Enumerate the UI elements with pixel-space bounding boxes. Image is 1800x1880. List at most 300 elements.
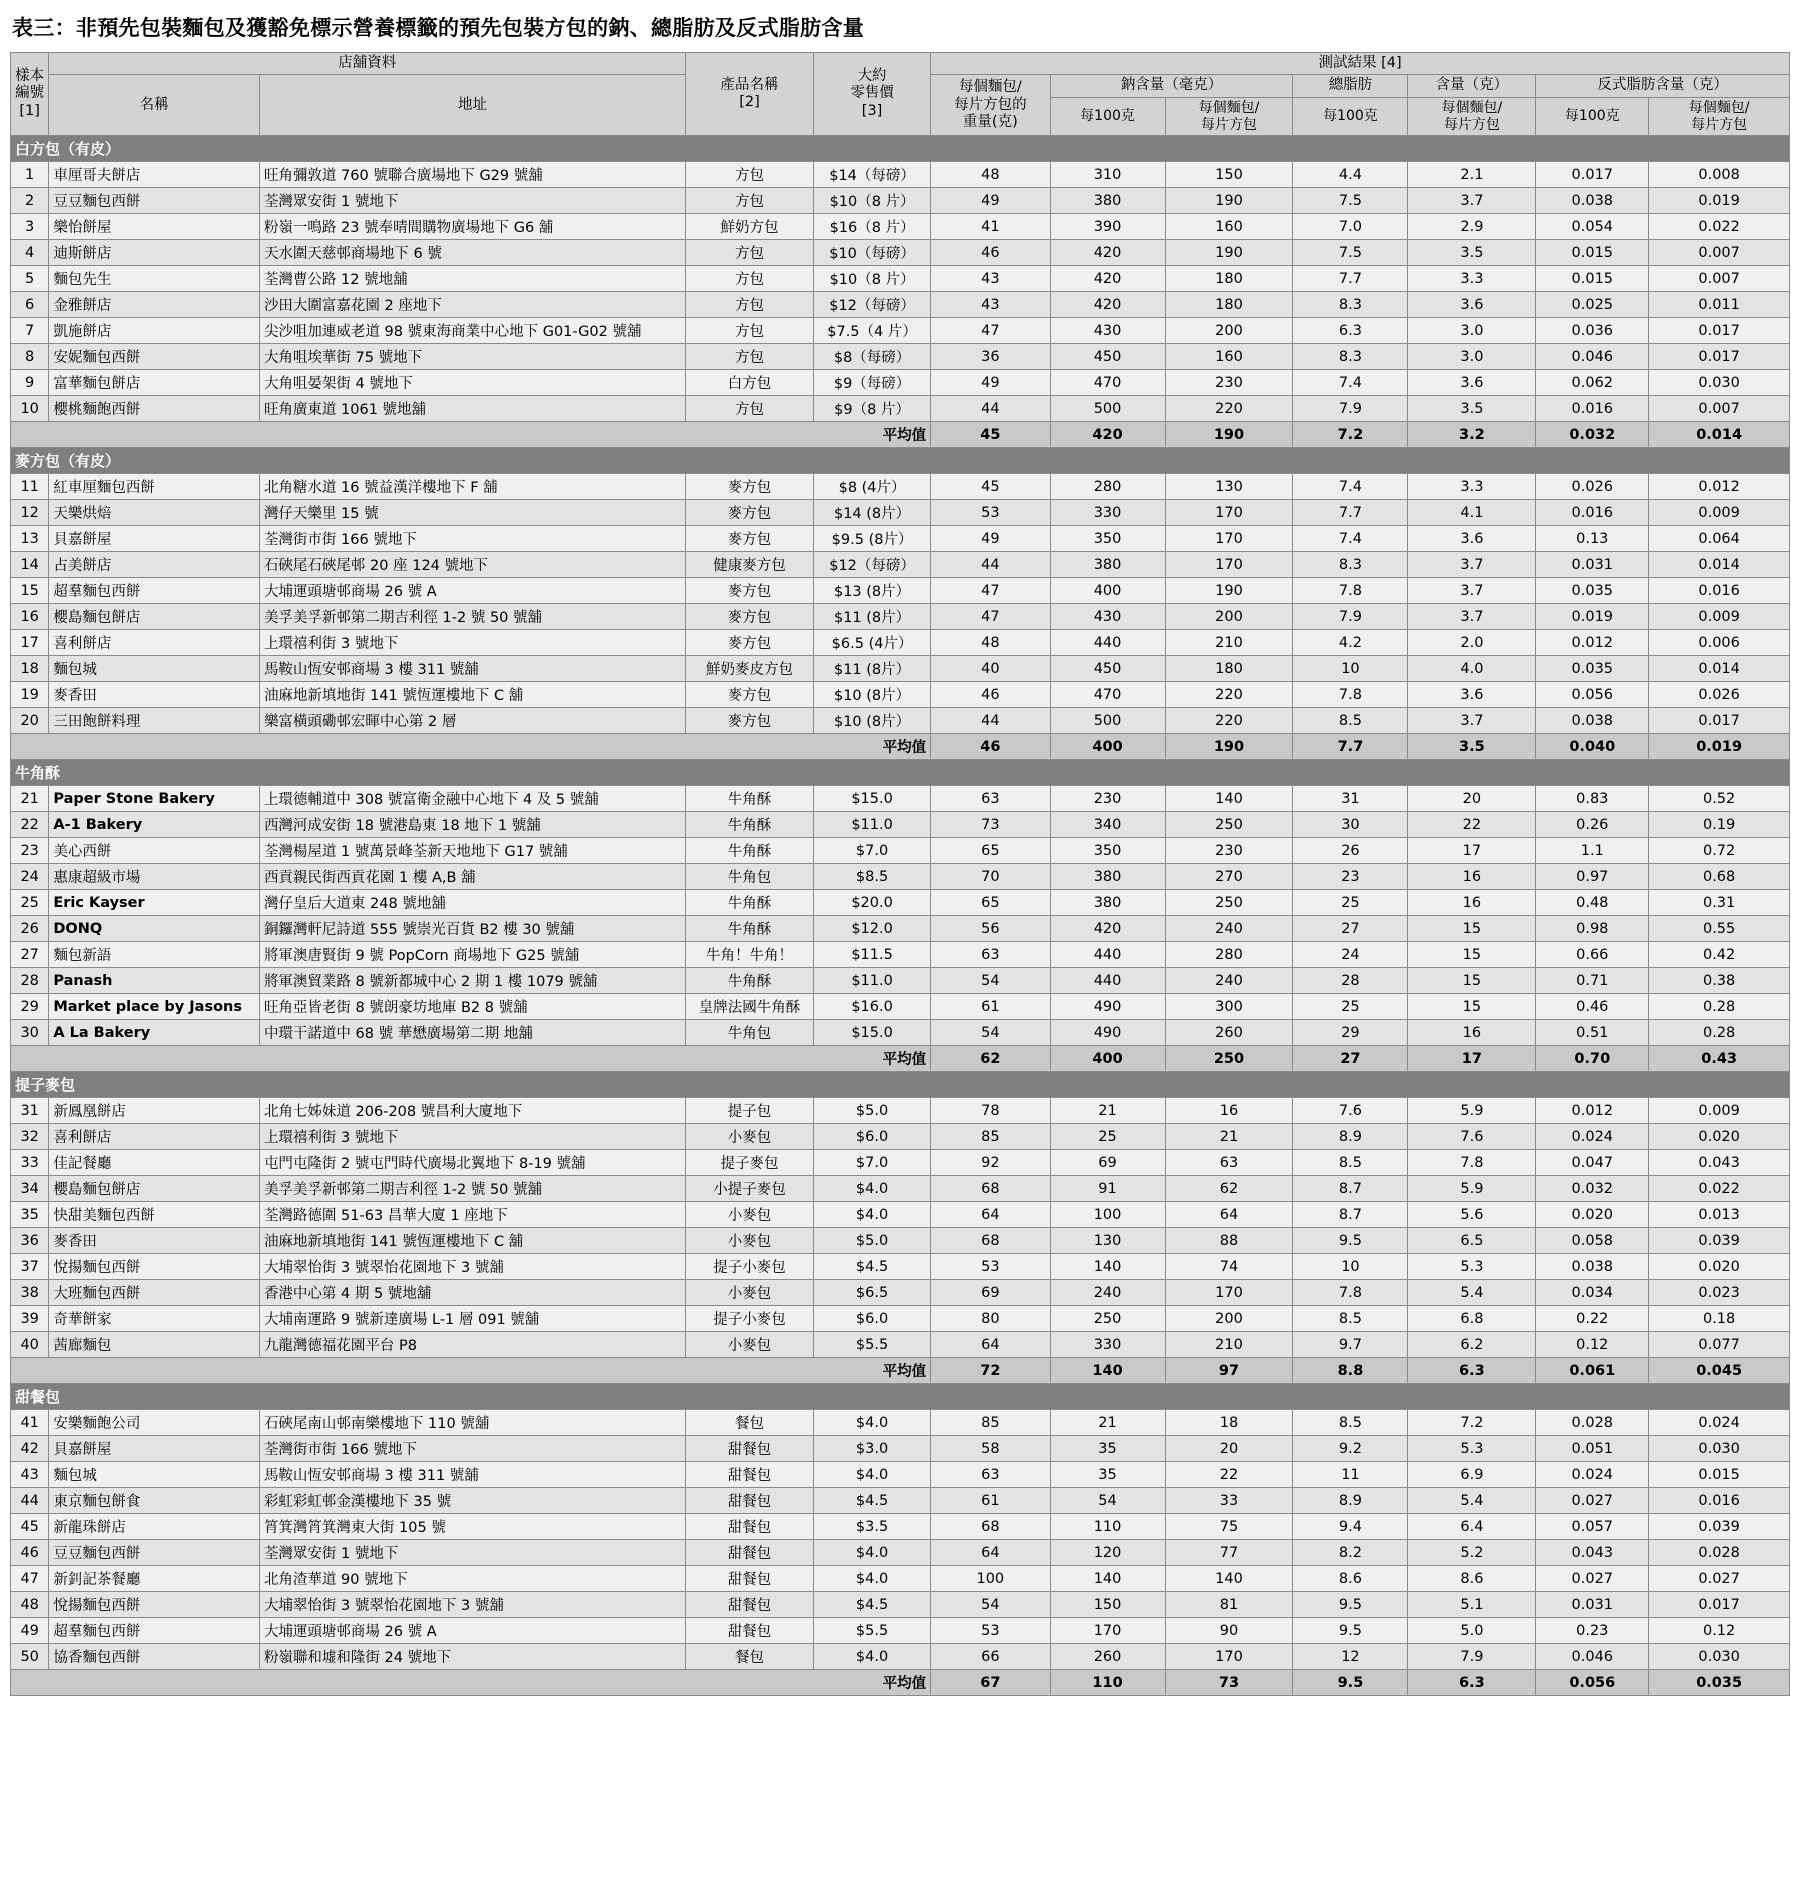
cell-fat-per-piece: 5.4 (1408, 1280, 1536, 1306)
table-row (11, 344, 1790, 370)
cell-sodium-per100g: 470 (1050, 682, 1165, 708)
cell-fat-per100g: 8.3 (1293, 552, 1408, 578)
cell-sodium-per100g: 420 (1050, 266, 1165, 292)
cell-shop-name: 麵包城 (49, 656, 260, 682)
cell-shop-name: 金雅餅店 (49, 292, 260, 318)
cell-sodium-per100g: 390 (1050, 214, 1165, 240)
cell-weight: 63 (931, 786, 1050, 812)
cell-transfat-per-piece: 0.007 (1649, 396, 1790, 422)
cell-sodium-per-piece: 160 (1165, 214, 1293, 240)
header-sample-no-line2: 編號 (15, 85, 45, 102)
cell-sample-no: 21 (11, 786, 49, 812)
cell-sample-no: 2 (11, 188, 49, 214)
cell-shop-name: 快甜美麵包西餅 (49, 1202, 260, 1228)
table-row (11, 890, 1790, 916)
cell-sodium-per100g: 21 (1050, 1098, 1165, 1124)
cell-transfat-per-piece: 0.31 (1649, 890, 1790, 916)
cell-transfat-per100g: 0.015 (1536, 240, 1649, 266)
cell-sodium-per100g: 440 (1050, 630, 1165, 656)
cell-fat-per100g: 11 (1293, 1462, 1408, 1488)
cell-sodium-per-piece: 220 (1165, 396, 1293, 422)
cell-transfat-per-piece: 0.022 (1649, 214, 1790, 240)
cell-sodium-per100g: 380 (1050, 552, 1165, 578)
cell-sample-no: 38 (11, 1280, 49, 1306)
average-fat100: 7.2 (1293, 422, 1408, 448)
cell-transfat-per-piece: 0.019 (1649, 188, 1790, 214)
cell-sodium-per-piece: 250 (1165, 812, 1293, 838)
cell-transfat-per100g: 0.12 (1536, 1332, 1649, 1358)
cell-transfat-per-piece: 0.55 (1649, 916, 1790, 942)
cell-shop-address: 美孚美孚新邨第二期吉利徑 1-2 號 50 號舖 (259, 604, 685, 630)
cell-fat-per-piece: 6.9 (1408, 1462, 1536, 1488)
cell-transfat-per100g: 0.46 (1536, 994, 1649, 1020)
cell-sodium-per100g: 330 (1050, 1332, 1165, 1358)
cell-transfat-per-piece: 0.12 (1649, 1618, 1790, 1644)
cell-fat-per-piece: 5.6 (1408, 1202, 1536, 1228)
cell-shop-name: 凱施餅店 (49, 318, 260, 344)
cell-sodium-per100g: 100 (1050, 1202, 1165, 1228)
table-row (11, 786, 1790, 812)
cell-shop-address: 荃灣路德圍 51-63 昌華大廈 1 座地下 (259, 1202, 685, 1228)
cell-transfat-per100g: 0.058 (1536, 1228, 1649, 1254)
cell-product-name: 麥方包 (686, 682, 814, 708)
table-row (11, 916, 1790, 942)
cell-transfat-per-piece: 0.009 (1649, 500, 1790, 526)
cell-shop-address: 西灣河成安街 18 號港島東 18 地下 1 號舖 (259, 812, 685, 838)
group-header-row (11, 760, 1790, 786)
cell-price: $4.5 (813, 1592, 930, 1618)
group-title: 白方包（有皮） (11, 136, 1790, 162)
cell-product-name: 牛角！牛角！ (686, 942, 814, 968)
table-header (11, 53, 1790, 136)
cell-transfat-per100g: 0.036 (1536, 318, 1649, 344)
cell-transfat-per-piece: 0.28 (1649, 994, 1790, 1020)
cell-shop-name: 豆豆麵包西餅 (49, 1540, 260, 1566)
cell-shop-address: 荃灣街市街 166 號地下 (259, 1436, 685, 1462)
cell-sodium-per100g: 440 (1050, 968, 1165, 994)
cell-shop-address: 上環禧利街 3 號地下 (259, 1124, 685, 1150)
cell-fat-per100g: 9.5 (1293, 1228, 1408, 1254)
cell-fat-per-piece: 3.5 (1408, 240, 1536, 266)
cell-shop-name: 悅揚麵包西餅 (49, 1592, 260, 1618)
cell-fat-per-piece: 3.7 (1408, 188, 1536, 214)
cell-price: $16.0 (813, 994, 930, 1020)
cell-shop-address: 將軍澳唐賢街 9 號 PopCorn 商場地下 G25 號舖 (259, 942, 685, 968)
cell-transfat-per100g: 0.038 (1536, 708, 1649, 734)
cell-shop-name: 東京麵包餅食 (49, 1488, 260, 1514)
cell-fat-per-piece: 7.8 (1408, 1150, 1536, 1176)
cell-shop-name: 櫻島麵包餅店 (49, 604, 260, 630)
cell-weight: 54 (931, 1020, 1050, 1046)
cell-transfat-per-piece: 0.014 (1649, 656, 1790, 682)
cell-sodium-per-piece: 77 (1165, 1540, 1293, 1566)
cell-sample-no: 27 (11, 942, 49, 968)
cell-transfat-per100g: 0.83 (1536, 786, 1649, 812)
table-row (11, 578, 1790, 604)
cell-transfat-per100g: 0.062 (1536, 370, 1649, 396)
cell-sodium-per100g: 430 (1050, 604, 1165, 630)
cell-shop-name: 安樂麵飽公司 (49, 1410, 260, 1436)
cell-sample-no: 11 (11, 474, 49, 500)
header-price-line1: 大約 (857, 68, 887, 85)
cell-product-name: 甜餐包 (686, 1540, 814, 1566)
cell-shop-name: 櫻島麵包餅店 (49, 1176, 260, 1202)
cell-fat-per100g: 9.5 (1293, 1592, 1408, 1618)
cell-sample-no: 4 (11, 240, 49, 266)
cell-sample-no: 28 (11, 968, 49, 994)
cell-weight: 66 (931, 1644, 1050, 1670)
cell-fat-per-piece: 2.9 (1408, 214, 1536, 240)
table-row (11, 1176, 1790, 1202)
cell-sodium-per100g: 440 (1050, 942, 1165, 968)
cell-shop-address: 尖沙咀加連威老道 98 號東海商業中心地下 G01-G02 號舖 (259, 318, 685, 344)
cell-sodium-per100g: 150 (1050, 1592, 1165, 1618)
cell-product-name: 方包 (686, 240, 814, 266)
cell-transfat-per-piece: 0.023 (1649, 1280, 1790, 1306)
cell-shop-address: 上環德輔道中 308 號富衛金融中心地下 4 及 5 號舖 (259, 786, 685, 812)
cell-transfat-per100g: 0.97 (1536, 864, 1649, 890)
cell-fat-per-piece: 15 (1408, 994, 1536, 1020)
cell-shop-address: 將軍澳貿業路 8 號新都城中心 2 期 1 樓 1079 號舖 (259, 968, 685, 994)
cell-price: $6.0 (813, 1124, 930, 1150)
cell-price: $11.0 (813, 968, 930, 994)
cell-sodium-per100g: 380 (1050, 864, 1165, 890)
cell-transfat-per-piece: 0.027 (1649, 1566, 1790, 1592)
cell-product-name: 提子小麥包 (686, 1254, 814, 1280)
average-fat100: 7.7 (1293, 734, 1408, 760)
average-weight: 45 (931, 422, 1050, 448)
cell-price: $5.5 (813, 1618, 930, 1644)
cell-fat-per100g: 8.5 (1293, 1410, 1408, 1436)
cell-fat-per100g: 9.2 (1293, 1436, 1408, 1462)
table-row (11, 240, 1790, 266)
cell-sample-no: 26 (11, 916, 49, 942)
cell-price: $11 (8片） (813, 656, 930, 682)
cell-sodium-per100g: 130 (1050, 1228, 1165, 1254)
cell-weight: 49 (931, 370, 1050, 396)
cell-sodium-per-piece: 220 (1165, 682, 1293, 708)
cell-weight: 63 (931, 942, 1050, 968)
cell-product-name: 白方包 (686, 370, 814, 396)
cell-transfat-per-piece: 0.077 (1649, 1332, 1790, 1358)
cell-product-name: 小麥包 (686, 1280, 814, 1306)
cell-shop-name: 茜廊麵包 (49, 1332, 260, 1358)
average-row (11, 1358, 1790, 1384)
header-transfat-per-piece-line1: 每個麵包/ (1688, 99, 1750, 116)
cell-product-name: 小麥包 (686, 1124, 814, 1150)
cell-product-name: 方包 (686, 396, 814, 422)
average-fat100: 27 (1293, 1046, 1408, 1072)
cell-sodium-per-piece: 200 (1165, 604, 1293, 630)
cell-product-name: 甜餐包 (686, 1514, 814, 1540)
cell-transfat-per100g: 0.031 (1536, 1592, 1649, 1618)
cell-shop-name: 貝嘉餅屋 (49, 1436, 260, 1462)
cell-product-name: 牛角包 (686, 1020, 814, 1046)
cell-price: $11.0 (813, 812, 930, 838)
cell-shop-name: 麥香田 (49, 1228, 260, 1254)
cell-fat-per-piece: 17 (1408, 838, 1536, 864)
cell-fat-per-piece: 7.2 (1408, 1410, 1536, 1436)
group-header-row (11, 448, 1790, 474)
cell-transfat-per100g: 0.51 (1536, 1020, 1649, 1046)
cell-transfat-per100g: 0.038 (1536, 188, 1649, 214)
cell-shop-address: 荃灣曹公路 12 號地舖 (259, 266, 685, 292)
cell-shop-address: 沙田大圍富嘉花園 2 座地下 (259, 292, 685, 318)
cell-sodium-per-piece: 190 (1165, 240, 1293, 266)
cell-transfat-per-piece: 0.030 (1649, 370, 1790, 396)
cell-fat-per100g: 7.8 (1293, 1280, 1408, 1306)
cell-sodium-per100g: 35 (1050, 1436, 1165, 1462)
cell-sodium-per-piece: 170 (1165, 552, 1293, 578)
header-sample-no-line1: 樣本 (15, 68, 45, 85)
cell-shop-name: 新釗記茶餐廳 (49, 1566, 260, 1592)
cell-sodium-per100g: 350 (1050, 838, 1165, 864)
cell-sample-no: 9 (11, 370, 49, 396)
cell-product-name: 鮮奶方包 (686, 214, 814, 240)
average-na100: 140 (1050, 1358, 1165, 1384)
cell-transfat-per100g: 0.043 (1536, 1540, 1649, 1566)
cell-fat-per100g: 8.7 (1293, 1176, 1408, 1202)
cell-product-name: 方包 (686, 344, 814, 370)
cell-product-name: 提子麥包 (686, 1150, 814, 1176)
cell-transfat-per-piece: 0.016 (1649, 1488, 1790, 1514)
cell-weight: 63 (931, 1462, 1050, 1488)
cell-weight: 48 (931, 162, 1050, 188)
cell-price: $9（8 片） (813, 396, 930, 422)
cell-sample-no: 47 (11, 1566, 49, 1592)
cell-sodium-per100g: 250 (1050, 1306, 1165, 1332)
cell-sample-no: 10 (11, 396, 49, 422)
cell-transfat-per100g: 0.98 (1536, 916, 1649, 942)
cell-sodium-per100g: 450 (1050, 344, 1165, 370)
cell-fat-per100g: 8.9 (1293, 1488, 1408, 1514)
cell-fat-per100g: 7.9 (1293, 604, 1408, 630)
cell-transfat-per-piece: 0.017 (1649, 1592, 1790, 1618)
cell-fat-per100g: 7.4 (1293, 474, 1408, 500)
cell-product-name: 牛角酥 (686, 812, 814, 838)
cell-fat-per-piece: 3.6 (1408, 370, 1536, 396)
cell-product-name: 牛角酥 (686, 890, 814, 916)
cell-transfat-per-piece: 0.009 (1649, 604, 1790, 630)
cell-weight: 61 (931, 994, 1050, 1020)
table-row (11, 1488, 1790, 1514)
cell-transfat-per-piece: 0.039 (1649, 1514, 1790, 1540)
table-row (11, 1514, 1790, 1540)
cell-product-name: 方包 (686, 266, 814, 292)
cell-price: $4.0 (813, 1176, 930, 1202)
cell-transfat-per100g: 0.051 (1536, 1436, 1649, 1462)
cell-shop-address: 大角咀晏架街 4 號地下 (259, 370, 685, 396)
header-shop-info: 店舖資料 (49, 53, 686, 75)
table-body (11, 136, 1790, 1696)
header-price-line3: [3] (861, 102, 883, 119)
cell-sodium-per-piece: 74 (1165, 1254, 1293, 1280)
cell-shop-name: 豆豆麵包西餅 (49, 188, 260, 214)
cell-fat-per100g: 7.8 (1293, 578, 1408, 604)
average-fatpiece: 3.5 (1408, 734, 1536, 760)
cell-fat-per-piece: 16 (1408, 864, 1536, 890)
cell-shop-name: Paper Stone Bakery (49, 786, 260, 812)
cell-weight: 41 (931, 214, 1050, 240)
cell-shop-address: 銅鑼灣軒尼詩道 555 號崇光百貨 B2 樓 30 號舖 (259, 916, 685, 942)
average-napiece: 190 (1165, 734, 1293, 760)
cell-sodium-per100g: 110 (1050, 1514, 1165, 1540)
cell-weight: 85 (931, 1410, 1050, 1436)
header-content-g: 含量（克） (1408, 75, 1536, 97)
cell-transfat-per100g: 0.035 (1536, 578, 1649, 604)
average-tf100: 0.056 (1536, 1670, 1649, 1696)
cell-transfat-per-piece: 0.017 (1649, 344, 1790, 370)
header-sodium-per-piece (1165, 97, 1293, 136)
average-row (11, 422, 1790, 448)
table-row (11, 1462, 1790, 1488)
cell-shop-address: 油麻地新填地街 141 號恆運樓地下 C 舖 (259, 1228, 685, 1254)
cell-shop-name: 協香麵包西餅 (49, 1644, 260, 1670)
header-fat-per100g: 每100克 (1293, 97, 1408, 136)
average-na100: 400 (1050, 734, 1165, 760)
cell-sodium-per-piece: 250 (1165, 890, 1293, 916)
cell-weight: 53 (931, 1254, 1050, 1280)
header-sample-no-line3: [1] (19, 102, 40, 119)
cell-fat-per-piece: 5.3 (1408, 1436, 1536, 1462)
cell-price: $4.0 (813, 1644, 930, 1670)
table-row (11, 1228, 1790, 1254)
cell-sodium-per-piece: 180 (1165, 292, 1293, 318)
average-fatpiece: 6.3 (1408, 1670, 1536, 1696)
cell-weight: 49 (931, 526, 1050, 552)
cell-transfat-per-piece: 0.017 (1649, 318, 1790, 344)
cell-fat-per-piece: 6.5 (1408, 1228, 1536, 1254)
cell-price: $20.0 (813, 890, 930, 916)
cell-sodium-per100g: 230 (1050, 786, 1165, 812)
cell-product-name: 麥方包 (686, 708, 814, 734)
average-tf100: 0.032 (1536, 422, 1649, 448)
average-napiece: 250 (1165, 1046, 1293, 1072)
average-tfpiece: 0.045 (1649, 1358, 1790, 1384)
table-row (11, 188, 1790, 214)
cell-sodium-per-piece: 160 (1165, 344, 1293, 370)
cell-sample-no: 5 (11, 266, 49, 292)
header-product-name (686, 53, 814, 136)
header-transfat-per-piece-line2: 每片方包 (1691, 116, 1748, 133)
table-row (11, 474, 1790, 500)
average-fat100: 9.5 (1293, 1670, 1408, 1696)
cell-product-name: 甜餐包 (686, 1462, 814, 1488)
cell-price: $4.0 (813, 1540, 930, 1566)
average-tf100: 0.061 (1536, 1358, 1649, 1384)
cell-transfat-per100g: 0.046 (1536, 1644, 1649, 1670)
cell-shop-address: 馬鞍山恆安邨商場 3 樓 311 號舖 (259, 656, 685, 682)
cell-shop-address: 旺角亞皆老街 8 號朗豪坊地庫 B2 8 號舖 (259, 994, 685, 1020)
cell-shop-name: 超羣麵包西餅 (49, 1618, 260, 1644)
average-row (11, 734, 1790, 760)
cell-transfat-per-piece: 0.028 (1649, 1540, 1790, 1566)
cell-sodium-per-piece: 230 (1165, 370, 1293, 396)
cell-shop-name: 新龍珠餅店 (49, 1514, 260, 1540)
cell-shop-address: 樂富橫頭磡邨宏暉中心第 2 層 (259, 708, 685, 734)
table-row (11, 396, 1790, 422)
cell-transfat-per100g: 0.017 (1536, 162, 1649, 188)
cell-fat-per100g: 8.3 (1293, 344, 1408, 370)
cell-sample-no: 43 (11, 1462, 49, 1488)
header-weight-line3: 重量(克) (962, 114, 1018, 131)
cell-sodium-per-piece: 170 (1165, 500, 1293, 526)
cell-transfat-per-piece: 0.022 (1649, 1176, 1790, 1202)
cell-shop-name: 天樂烘焙 (49, 500, 260, 526)
cell-fat-per100g: 6.3 (1293, 318, 1408, 344)
cell-weight: 65 (931, 890, 1050, 916)
cell-transfat-per-piece: 0.011 (1649, 292, 1790, 318)
table-row (11, 552, 1790, 578)
cell-sample-no: 46 (11, 1540, 49, 1566)
cell-sample-no: 29 (11, 994, 49, 1020)
cell-fat-per100g: 8.5 (1293, 708, 1408, 734)
cell-shop-name: 佳記餐廳 (49, 1150, 260, 1176)
cell-weight: 54 (931, 968, 1050, 994)
cell-product-name: 甜餐包 (686, 1488, 814, 1514)
cell-sodium-per100g: 35 (1050, 1462, 1165, 1488)
cell-fat-per-piece: 20 (1408, 786, 1536, 812)
table-row (11, 1566, 1790, 1592)
cell-shop-name: 奇華餅家 (49, 1306, 260, 1332)
cell-weight: 36 (931, 344, 1050, 370)
cell-sample-no: 19 (11, 682, 49, 708)
cell-product-name: 牛角酥 (686, 968, 814, 994)
cell-shop-name: A La Bakery (49, 1020, 260, 1046)
cell-price: $8 (4片） (813, 474, 930, 500)
cell-sample-no: 35 (11, 1202, 49, 1228)
cell-fat-per-piece: 8.6 (1408, 1566, 1536, 1592)
cell-sodium-per-piece: 210 (1165, 630, 1293, 656)
group-title: 甜餐包 (11, 1384, 1790, 1410)
cell-price: $13 (8片） (813, 578, 930, 604)
cell-product-name: 甜餐包 (686, 1592, 814, 1618)
cell-shop-address: 九龍灣德福花園平台 P8 (259, 1332, 685, 1358)
average-row (11, 1670, 1790, 1696)
cell-weight: 47 (931, 578, 1050, 604)
header-sodium-per-piece-line1: 每個麵包/ (1198, 99, 1260, 116)
cell-shop-name: 貝嘉餅屋 (49, 526, 260, 552)
cell-fat-per-piece: 7.6 (1408, 1124, 1536, 1150)
cell-sample-no: 16 (11, 604, 49, 630)
table-row (11, 1150, 1790, 1176)
table-row (11, 812, 1790, 838)
average-label: 平均值 (11, 422, 931, 448)
cell-fat-per-piece: 3.0 (1408, 344, 1536, 370)
average-tfpiece: 0.43 (1649, 1046, 1790, 1072)
cell-transfat-per100g: 0.012 (1536, 1098, 1649, 1124)
cell-sample-no: 1 (11, 162, 49, 188)
cell-product-name: 牛角酥 (686, 838, 814, 864)
cell-shop-name: 迪斯餅店 (49, 240, 260, 266)
cell-sodium-per100g: 120 (1050, 1540, 1165, 1566)
cell-product-name: 方包 (686, 188, 814, 214)
cell-shop-name: Eric Kayser (49, 890, 260, 916)
cell-fat-per-piece: 4.0 (1408, 656, 1536, 682)
cell-weight: 92 (931, 1150, 1050, 1176)
cell-transfat-per100g: 0.019 (1536, 604, 1649, 630)
cell-transfat-per100g: 0.13 (1536, 526, 1649, 552)
table-row (11, 1332, 1790, 1358)
cell-product-name: 健康麥方包 (686, 552, 814, 578)
cell-product-name: 小提子麥包 (686, 1176, 814, 1202)
header-price (813, 53, 930, 136)
cell-product-name: 小麥包 (686, 1202, 814, 1228)
cell-fat-per-piece: 5.4 (1408, 1488, 1536, 1514)
cell-transfat-per-piece: 0.030 (1649, 1644, 1790, 1670)
cell-price: $5.0 (813, 1228, 930, 1254)
cell-weight: 64 (931, 1332, 1050, 1358)
